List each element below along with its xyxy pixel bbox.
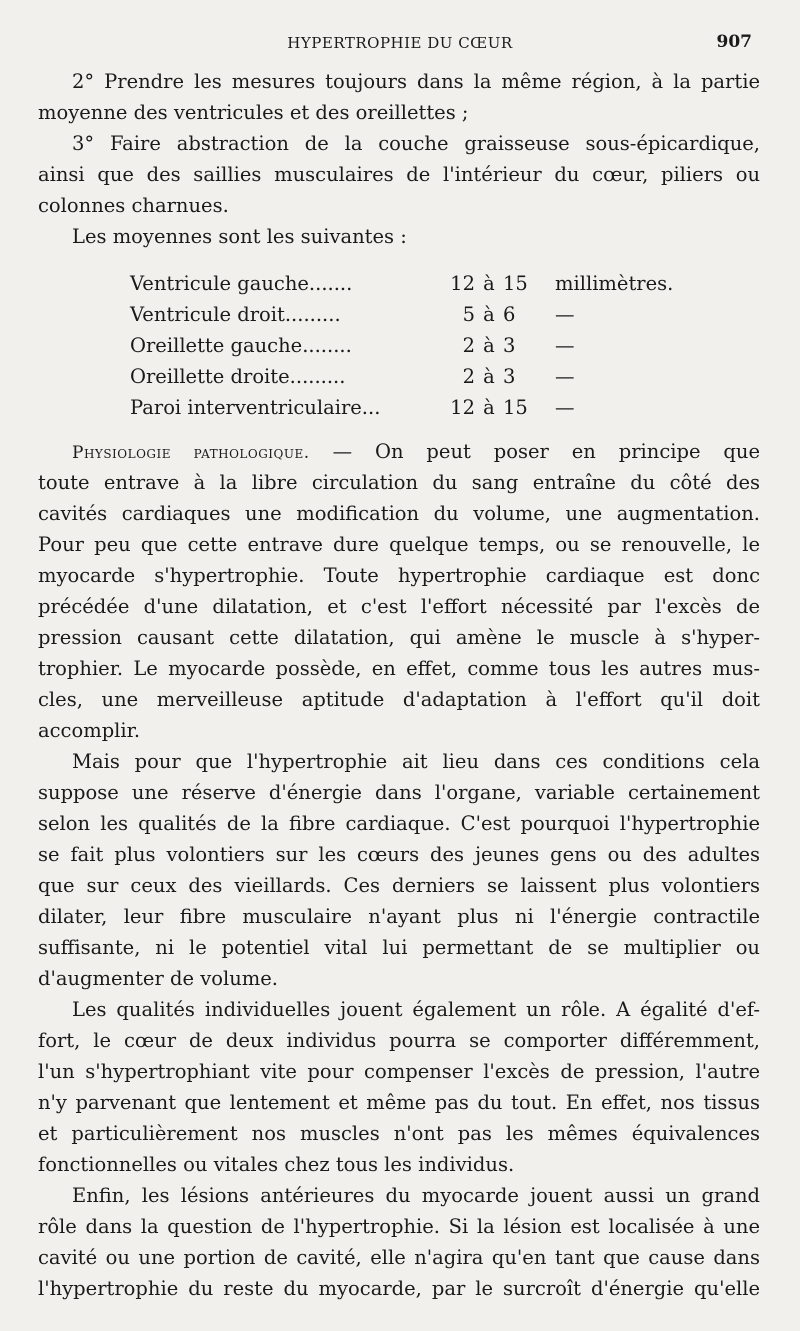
measure-to: 15 xyxy=(503,396,528,419)
measure-to: 3 xyxy=(503,365,516,388)
measure-separator: à xyxy=(483,396,495,419)
page-header xyxy=(40,30,760,56)
measure-label: Ventricule gauche....... xyxy=(130,272,353,295)
measure-from: 12 xyxy=(450,272,475,295)
measure-to: 6 xyxy=(503,303,516,326)
table-row xyxy=(130,299,673,330)
measures-table xyxy=(130,268,673,423)
text-line: que sur ceux des vieillards. Ces derniers se laissent plus volontiers xyxy=(38,874,760,897)
text-line: cavités cardiaques une modification du volume, une augmentation. xyxy=(38,502,760,525)
text-line: Les moyennes sont les suivantes : xyxy=(72,225,407,248)
measure-unit: — xyxy=(555,365,575,388)
measure-separator: à xyxy=(483,334,495,357)
measure-separator: à xyxy=(483,365,495,388)
text-line: 3° Faire abstraction de la couche graisseuse sous-épicardique, xyxy=(72,132,760,155)
text-line: colonnes charnues. xyxy=(38,194,229,217)
measure-to: 15 xyxy=(503,272,528,295)
measure-from: 5 xyxy=(462,303,475,326)
text-line: suffisante, ni le potentiel vital lui permettant de se multiplier ou xyxy=(38,936,760,959)
text-line: d'augmenter de volume. xyxy=(38,967,278,990)
text-line: Mais pour que l'hypertrophie ait lieu dans ces conditions cela xyxy=(72,750,760,773)
section-heading: Physiologie pathologique. xyxy=(72,443,310,463)
text-line: rôle dans la question de l'hypertrophie. Si la lésion est localisée à une xyxy=(38,1215,760,1238)
table-row xyxy=(130,392,673,423)
text-line: cles, une merveilleuse aptitude d'adaptation à l'effort qu'il doit xyxy=(38,688,760,711)
running-title: HYPERTROPHIE DU CŒUR xyxy=(287,34,513,52)
text-line: 2° Prendre les mesures toujours dans la même région, à la partie xyxy=(72,70,760,93)
measure-to: 3 xyxy=(503,334,516,357)
text-line: fonctionnelles ou vitales chez tous les individus. xyxy=(38,1153,515,1176)
measure-label: Oreillette droite......... xyxy=(130,365,346,388)
page-number: 907 xyxy=(716,32,752,52)
text-line: accomplir. xyxy=(38,719,141,742)
measure-unit: — xyxy=(555,396,575,419)
text-line: n'y parvenant que lentement et même pas du tout. En effet, nos tissus xyxy=(38,1091,760,1114)
measure-unit: — xyxy=(555,334,575,357)
text-line: se fait plus volontiers sur les cœurs des jeunes gens ou des adultes xyxy=(38,843,760,866)
text-line: fort, le cœur de deux individus pourra se comporter différemment, xyxy=(38,1029,760,1052)
text-line: suppose une réserve d'énergie dans l'organe, variable certainement xyxy=(38,781,760,804)
text-line-continuation: — On peut poser en principe que xyxy=(309,440,760,463)
text-line: et particulièrement nos muscles n'ont pas les mêmes équivalences xyxy=(38,1122,760,1145)
text-line: l'un s'hypertrophiant vite pour compenser l'excès de pression, l'autre xyxy=(38,1060,760,1083)
text-line xyxy=(38,436,760,467)
measure-from: 2 xyxy=(462,334,475,357)
table-row xyxy=(130,330,673,361)
table-row xyxy=(130,268,673,299)
text-line: dilater, leur fibre musculaire n'ayant plus ni l'énergie contractile xyxy=(38,905,760,928)
measure-separator: à xyxy=(483,303,495,326)
text-line: Les qualités individuelles jouent également un rôle. A égalité d'ef- xyxy=(72,998,760,1021)
text-line: Enfin, les lésions antérieures du myocarde jouent aussi un grand xyxy=(72,1184,760,1207)
text-line: ainsi que des saillies musculaires de l'intérieur du cœur, piliers ou xyxy=(38,163,760,186)
text-block-bottom xyxy=(38,436,760,1304)
text-line: pression causant cette dilatation, qui amène le muscle à s'hyper- xyxy=(38,626,760,649)
text-line: myocarde s'hypertrophie. Toute hypertrophie cardiaque est donc xyxy=(38,564,760,587)
text-line: l'hypertrophie du reste du myocarde, par le surcroît d'énergie qu'elle xyxy=(38,1277,760,1300)
text-block-top xyxy=(38,66,760,252)
measure-label: Ventricule droit......... xyxy=(130,303,341,326)
measure-label: Oreillette gauche........ xyxy=(130,334,352,357)
measure-separator: à xyxy=(483,272,495,295)
table-row xyxy=(130,361,673,392)
text-line: précédée d'une dilatation, et c'est l'effort nécessité par l'excès de xyxy=(38,595,760,618)
text-line: cavité ou une portion de cavité, elle n'agira qu'en tant que cause dans xyxy=(38,1246,760,1269)
text-line: Pour peu que cette entrave dure quelque temps, ou se renouvelle, le xyxy=(38,533,760,556)
measure-unit: millimètres. xyxy=(555,272,674,295)
measure-label: Paroi interventriculaire... xyxy=(130,396,381,419)
text-line: selon les qualités de la fibre cardiaque. C'est pourquoi l'hypertrophie xyxy=(38,812,760,835)
measure-from: 12 xyxy=(450,396,475,419)
text-line: trophier. Le myocarde possède, en effet, comme tous les autres mus- xyxy=(38,657,760,680)
text-line: toute entrave à la libre circulation du sang entraîne du côté des xyxy=(38,471,760,494)
measure-from: 2 xyxy=(462,365,475,388)
measure-unit: — xyxy=(555,303,575,326)
text-line: moyenne des ventricules et des oreillettes ; xyxy=(38,101,469,124)
